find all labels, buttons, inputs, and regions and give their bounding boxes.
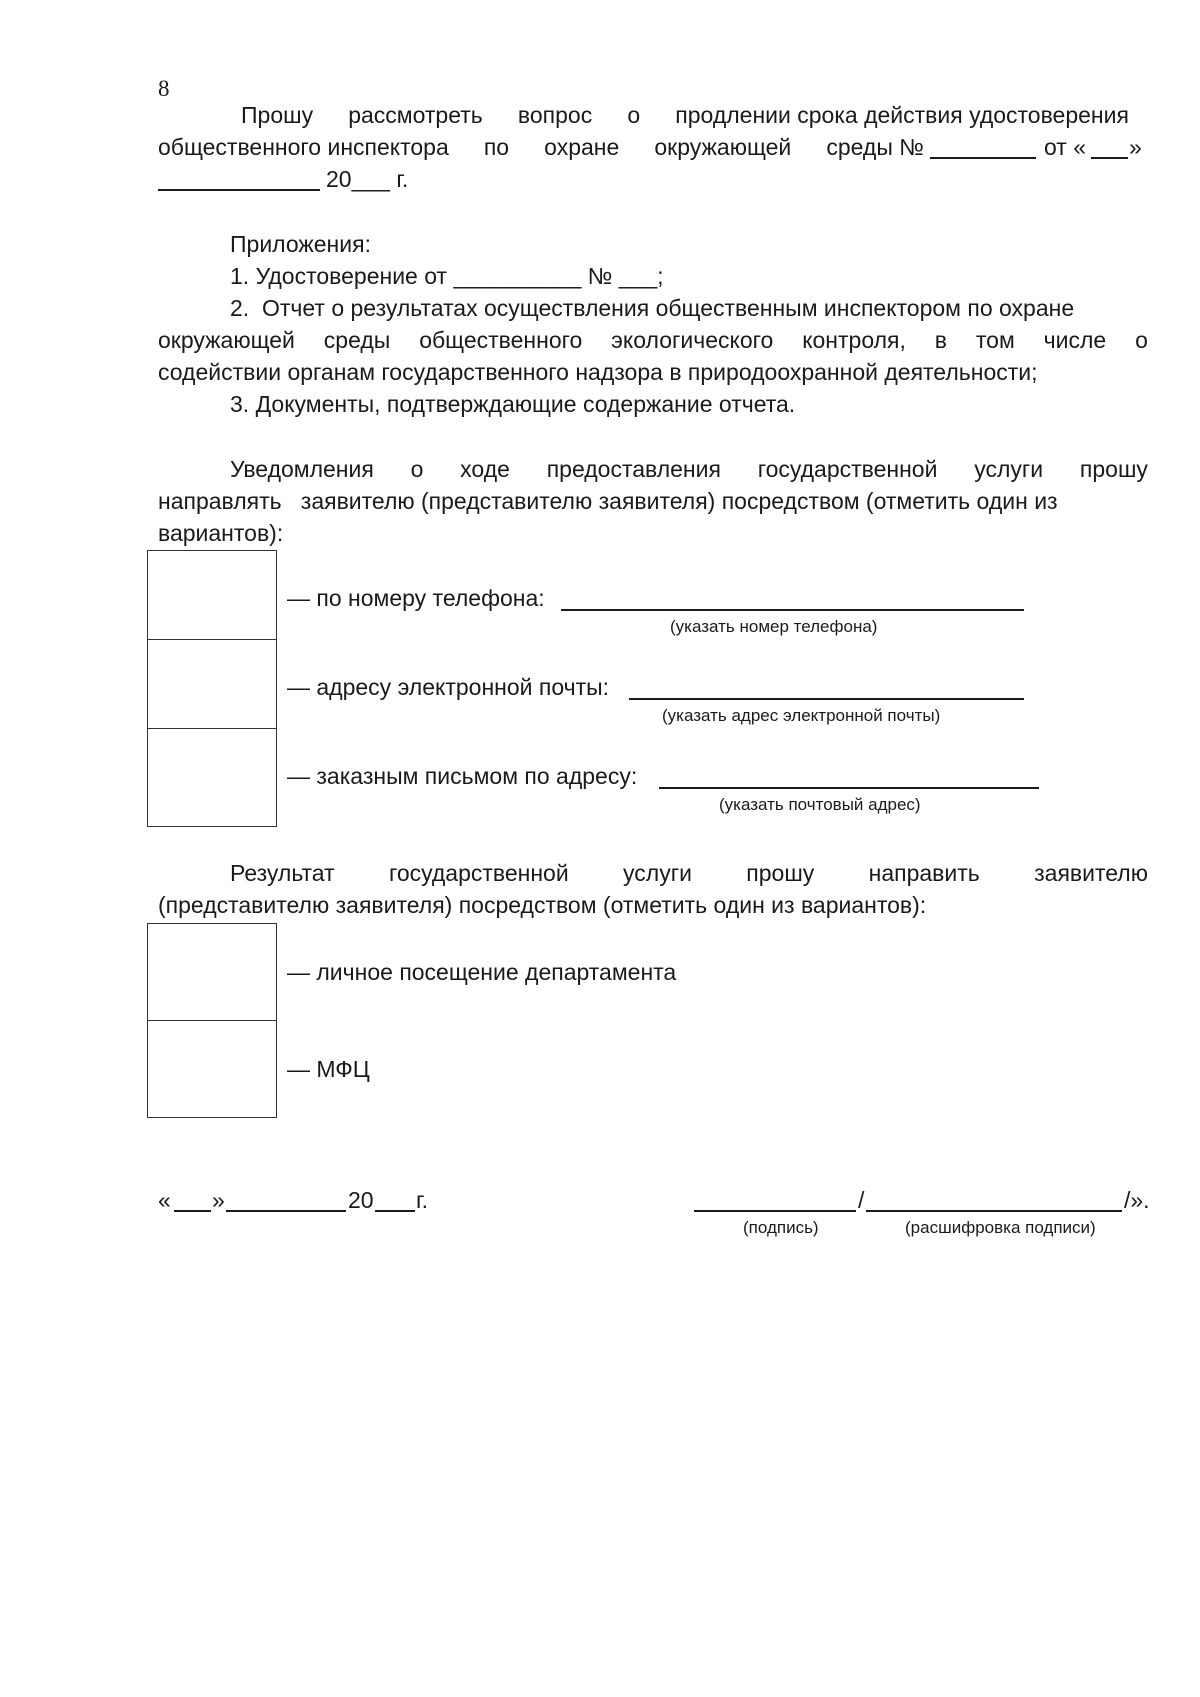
request-word: по — [483, 134, 510, 160]
request-word: Прошу — [241, 102, 314, 128]
notify-phone-hint: (указать номер телефона) — [670, 617, 878, 636]
result-visit-label: — личное посещение департамента — [287, 959, 677, 985]
signature-decoding-field[interactable] — [866, 1210, 1122, 1212]
request-close-quote: » — [1129, 134, 1142, 160]
request-word: вопрос — [517, 102, 593, 128]
page-number: 8 — [158, 76, 170, 101]
signature-field[interactable] — [694, 1210, 856, 1212]
notifications-line-1 — [230, 458, 1148, 481]
attachment-word: том — [975, 327, 1015, 353]
date-month-field[interactable] — [226, 1210, 346, 1212]
result-line-2: (представителю заявителя) посредством (отметить один из вариантов): — [158, 892, 927, 918]
attachment-word: среды — [323, 327, 391, 353]
attachment-word: окружающей — [158, 327, 295, 353]
request-word: продлении срока действия удостоверения — [675, 102, 1129, 128]
result-mfc-label: — МФЦ — [287, 1056, 370, 1082]
attachment-item-2-line-3: содействии органам государственного надзора в природоохранной деятельности; — [158, 359, 1038, 385]
notify-phone-label: — по номеру телефона: — [287, 585, 545, 611]
attachment-word: о — [1135, 327, 1148, 353]
result-word: услуги — [623, 860, 692, 886]
notifications-word: Уведомления — [230, 456, 374, 482]
notifications-word: ходе — [460, 456, 510, 482]
request-word: рассмотреть — [348, 102, 483, 128]
date-close-quote: » — [212, 1187, 225, 1213]
attachment-word: контроля, — [802, 327, 906, 353]
result-word: Результат — [230, 860, 335, 886]
date-year-prefix: 20 — [348, 1187, 374, 1213]
notifications-word: государственной — [757, 456, 938, 482]
date-year-suffix: г. — [416, 1187, 428, 1213]
notify-mail-hint: (указать почтовый адрес) — [719, 795, 921, 814]
result-word: государственной — [388, 860, 569, 886]
result-visit-checkbox[interactable] — [147, 923, 277, 1021]
request-word: среды № — [826, 134, 924, 160]
result-word: заявителю — [1034, 860, 1148, 886]
date-year-field[interactable] — [375, 1210, 415, 1212]
signature-slash: / — [858, 1187, 865, 1213]
request-year: 20___ г. — [326, 166, 409, 192]
notify-mail-checkbox[interactable] — [147, 728, 277, 827]
certificate-day-blank[interactable] — [1091, 157, 1128, 159]
certificate-month-blank[interactable] — [158, 189, 320, 191]
result-mfc-checkbox[interactable] — [147, 1020, 277, 1118]
notifications-line-2: направлять заявителю (представителю заявителя) посредством (отметить один из — [158, 488, 1058, 514]
attachment-word: экологического — [611, 327, 774, 353]
notify-email-hint: (указать адрес электронной почты) — [662, 706, 941, 725]
request-word: общественного инспектора — [158, 134, 449, 160]
attachment-item-3: 3. Документы, подтверждающие содержание отчета. — [230, 391, 796, 417]
phone-number-field[interactable] — [561, 609, 1024, 611]
attachment-word: числе — [1043, 327, 1107, 353]
request-from-label: от « — [1044, 134, 1087, 160]
notifications-word: услуги — [974, 456, 1044, 482]
date-day-field[interactable] — [174, 1210, 211, 1212]
result-word: прошу — [746, 860, 815, 886]
decoding-caption: (расшифровка подписи) — [905, 1218, 1096, 1237]
notify-phone-checkbox[interactable] — [147, 550, 277, 640]
notifications-word: о — [410, 456, 424, 482]
notify-email-label: — адресу электронной почты: — [287, 674, 610, 700]
request-word: о — [627, 102, 641, 128]
date-open-quote: « — [158, 1187, 171, 1213]
attachments-heading: Приложения: — [230, 231, 371, 257]
attachment-word: общественного — [419, 327, 583, 353]
request-word: окружающей — [654, 134, 792, 160]
signature-end: /». — [1124, 1187, 1150, 1213]
request-line-1 — [241, 104, 1129, 127]
attachment-word: в — [934, 327, 947, 353]
result-line-1 — [230, 862, 1148, 885]
certificate-number-blank[interactable] — [930, 157, 1036, 159]
request-word: охране — [544, 134, 620, 160]
notify-email-checkbox[interactable] — [147, 639, 277, 729]
attachment-item-1: 1. Удостоверение от __________ № ___; — [230, 263, 664, 289]
email-address-field[interactable] — [629, 698, 1024, 700]
request-line-2 — [158, 136, 924, 159]
postal-address-field[interactable] — [659, 787, 1039, 789]
notifications-line-3: вариантов): — [158, 520, 284, 546]
notify-mail-label: — заказным письмом по адресу: — [287, 763, 638, 789]
attachment-item-2-line-1: 2. Отчет о результатах осуществления общественным инспектором по охране — [230, 295, 1075, 321]
notifications-word: прошу — [1079, 456, 1148, 482]
attachment-item-2-line-2 — [158, 329, 1148, 352]
notifications-word: предоставления — [546, 456, 721, 482]
result-word: направить — [868, 860, 980, 886]
signature-caption: (подпись) — [743, 1218, 819, 1237]
